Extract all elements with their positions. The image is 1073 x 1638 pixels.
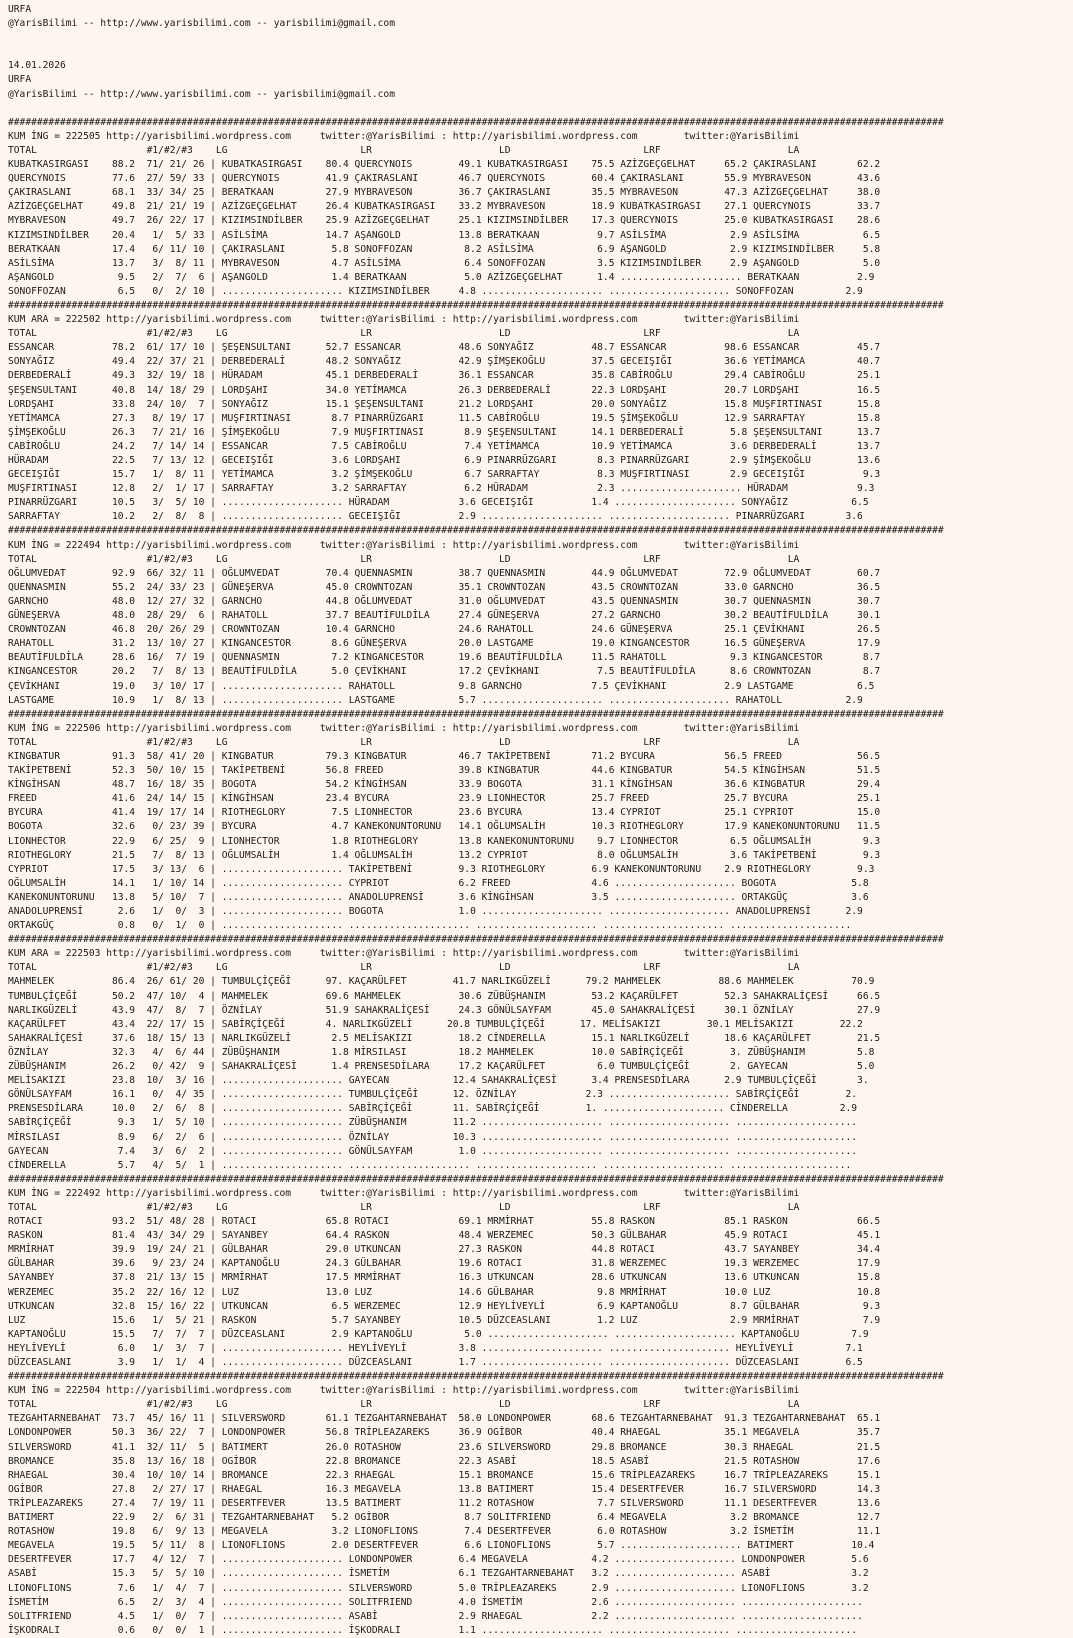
race-section — [8, 1384, 1073, 1638]
section-separator: ################################################################################################################################################################## — [8, 1371, 944, 1383]
race-title: KUM İNG = 222505 http://yarisbilimi.wordpress.com twitter:@YarisBilimi : http://yarisbilimi.wordpress.com twitter:@YarisBilimi — [8, 130, 800, 142]
race-section — [8, 313, 1073, 524]
horse-row: SAHAKRALİÇESİ 37.6 18/ 15/ 13 | NARLIKGÜZELİ 2.5 MELİSAKIZI 18.2 CİNDERELLA 15.1 NARLIKGÜZELİ 18.6 KAÇARÜLFET 21.5 — [8, 1032, 881, 1044]
horse-row: MİRSILASI 8.9 6/ 2/ 6 | ..................... ÖZNİLAY 10.3 ..................... ..................... ..................... — [8, 1131, 858, 1143]
race-section — [8, 722, 1073, 933]
horse-row: SONYAĞIZ 49.4 22/ 37/ 21 | DERBEDERALİ 48.2 SONYAĞIZ 42.9 ŞİMŞEKOĞLU 37.5 GECEIŞIĞI 36.6 YETİMAMCA 40.7 — [8, 356, 881, 368]
horse-row: GÜLBAHAR 39.6 9/ 23/ 24 | KAPTANOĞLU 24.3 GÜLBAHAR 19.6 ROTACI 31.8 WERZEMEC 19.3 WERZEMEC 17.9 — [8, 1258, 881, 1270]
horse-row: ÖZNİLAY 32.3 4/ 6/ 44 | ZÜBÜŞHANIM 1.8 MİRSILASI 18.2 MAHMELEK 10.0 SABİRÇİÇEĞİ 3. ZÜBÜŞHANIM 5.8 — [8, 1046, 875, 1058]
race-section — [8, 1187, 1073, 1370]
header-city: URFA — [8, 74, 32, 86]
horse-row: ŞEŞENSULTANI 40.8 14/ 18/ 29 | LORDŞAHI 34.0 YETİMAMCA 26.3 DERBEDERALİ 22.3 LORDŞAHI 20.7 LORDŞAHI 16.5 — [8, 384, 881, 396]
horse-row: TUMBULÇİÇEĞİ 50.2 47/ 10/ 4 | MAHMELEK 69.6 MAHMELEK 30.6 ZÜBÜŞHANIM 53.2 KAÇARÜLFET 52.3 SAHAKRALİÇESİ 66.5 — [8, 990, 881, 1002]
horse-row: AŞANGOLD 9.5 2/ 7/ 6 | AŞANGOLD 1.4 BERATKAAN 5.0 AZİZGEÇGELHAT 1.4 ..................... BERATKAAN 2.9 — [8, 271, 875, 283]
race-section — [8, 539, 1073, 708]
column-header: TOTAL #1/#2/#3 LG LR LD LRF LA — [8, 962, 800, 974]
race-section — [8, 947, 1073, 1173]
horse-row: MYBRAVESON 49.7 26/ 22/ 17 | KIZIMSINDİLBER 25.9 AZİZGEÇGELHAT 25.1 KIZIMSINDİLBER 17.3 QUERCYNOIS 25.0 KUBATKASIRGASI 28.6 — [8, 215, 881, 227]
horse-row: WERZEMEC 35.2 22/ 16/ 12 | LUZ 13.0 LUZ 14.6 GÜLBAHAR 9.8 MRMİRHAT 10.0 LUZ 10.8 — [8, 1286, 881, 1298]
column-header: TOTAL #1/#2/#3 LG LR LD LRF LA — [8, 553, 800, 565]
header-date: 14.01.2026 — [8, 60, 66, 72]
race-title: KUM İNG = 222492 http://yarisbilimi.wordpress.com twitter:@YarisBilimi : http://yarisbilimi.wordpress.com twitter:@YarisBilimi — [8, 1187, 800, 1199]
horse-row: YETİMAMCA 27.3 8/ 19/ 17 | MUŞFIRTINASI 8.7 PINARRÜZGARI 11.5 CABİROĞLU 19.5 ŞİMŞEKOĞLU 12.9 SARRAFTAY 15.8 — [8, 412, 881, 424]
horse-row: KINGBATUR 91.3 58/ 41/ 20 | KINGBATUR 79.3 KINGBATUR 46.7 TAKİPETBENİ 71.2 BYCURA 56.5 FREED 56.5 — [8, 750, 881, 762]
horse-row: LIONHECTOR 22.9 6/ 25/ 9 | LIONHECTOR 1.8 RIOTHEGLORY 13.8 KANEKONUNTORUNU 9.7 LIONHECTOR 6.5 OĞLUMSALİH 9.3 — [8, 835, 881, 847]
horse-row: RAHATOLL 31.2 13/ 10/ 27 | KINGANCESTOR 8.6 GÜNEŞERVA 20.0 LASTGAME 19.0 KINGANCESTOR 16.5 GÜNEŞERVA 17.9 — [8, 638, 881, 650]
horse-row: MRMİRHAT 39.9 19/ 24/ 21 | GÜLBAHAR 29.0 UTKUNCAN 27.3 RASKON 44.8 ROTACI 43.7 SAYANBEY 34.4 — [8, 1244, 881, 1256]
horse-row: İSMETİM 6.5 2/ 3/ 4 | ..................... SOLITFRIEND 4.0 İSMETİM 2.6 ..................... ..................... — [8, 1596, 863, 1608]
section-separator: ################################################################################################################################################################## — [8, 1173, 944, 1185]
horse-row: PINARRÜZGARI 10.5 3/ 5/ 10 | ..................... HÜRADAM 3.6 GECEIŞIĞI 1.4 ..................... SONYAĞIZ 6.5 — [8, 497, 869, 509]
horse-row: SABİRÇİÇEĞİ 9.3 1/ 5/ 10 | ..................... ZÜBÜŞHANIM 11.2 ..................... ..................... ..................... — [8, 1117, 858, 1129]
section-separator: ################################################################################################################################################################## — [8, 299, 944, 311]
header-top — [8, 3, 1073, 31]
section-separator: ################################################################################################################################################################## — [8, 116, 944, 128]
horse-row: LASTGAME 10.9 1/ 8/ 13 | ..................... LASTGAME 5.7 ..................... ..................... RAHATOLL 2.9 — [8, 694, 863, 706]
horse-row: ÇAKIRASLANI 68.1 33/ 34/ 25 | BERATKAAN 27.9 MYBRAVESON 36.7 ÇAKIRASLANI 35.5 MYBRAVESON 47.3 AZİZGEÇGELHAT 38.0 — [8, 187, 881, 199]
race-section — [8, 130, 1073, 299]
horse-row: TAKİPETBENİ 52.3 50/ 10/ 15 | TAKİPETBENİ 56.8 FREED 39.8 KINGBATUR 44.6 KINGBATUR 54.5 KİNGİHSAN 51.5 — [8, 765, 881, 777]
horse-row: GÖNÜLSAYFAM 16.1 0/ 4/ 35 | ..................... TUMBULÇİÇEĞİ 12. ÖZNİLAY 2.3 ..................... SABİRÇİÇEĞİ 2. — [8, 1089, 858, 1101]
horse-row: LONDONPOWER 50.3 36/ 22/ 7 | LONDONPOWER 56.8 TRİPLEAZAREKS 36.9 OGİBOR 40.4 RHAEGAL 35.1 MEGAVELA 35.7 — [8, 1427, 881, 1439]
horse-row: PRENSESDİLARA 10.0 2/ 6/ 8 | ..................... SABİRÇİÇEĞİ 11. SABİRÇİÇEĞİ 1. ..................... CİNDERELLA 2.9 — [8, 1103, 858, 1115]
horse-row: DÜZCEASLANI 3.9 1/ 1/ 4 | ..................... DÜZCEASLANI 1.7 ..................... ..................... DÜZCEASLANI 6.5 — [8, 1357, 863, 1368]
horse-row: OĞLUMSALİH 14.1 1/ 10/ 14 | ..................... CYPRIOT 6.2 FREED 4.6 ..................... BOGOTA 5.8 — [8, 877, 869, 889]
horse-row: AZİZGEÇGELHAT 49.8 21/ 21/ 19 | AZİZGEÇGELHAT 26.4 KUBATKASIRGASI 33.2 MYBRAVESON 18.9 KUBATKASIRGASI 27.1 QUERCYNOIS 33.7 — [8, 201, 881, 213]
horse-row: ŞİMŞEKOĞLU 26.3 7/ 21/ 16 | ŞİMŞEKOĞLU 7.9 MUŞFIRTINASI 8.9 ŞEŞENSULTANI 14.1 DERBEDERALİ 5.8 ŞEŞENSULTANI 13.7 — [8, 426, 881, 438]
horse-row: ASİLSİMA 13.7 3/ 8/ 11 | MYBRAVESON 4.7 ASİLSİMA 6.4 SONOFFOZAN 3.5 KIZIMSINDİLBER 2.9 AŞANGOLD 5.0 — [8, 257, 881, 269]
horse-row: DESERTFEVER 17.7 4/ 12/ 7 | ..................... LONDONPOWER 6.4 MEGAVELA 4.2 ..................... LONDONPOWER 5.6 — [8, 1554, 869, 1566]
race-sections — [8, 116, 1073, 1638]
horse-row: RHAEGAL 30.4 10/ 10/ 14 | BROMANCE 22.3 RHAEGAL 15.1 BROMANCE 15.6 TRİPLEAZAREKS 16.7 TRİPLEAZAREKS 15.1 — [8, 1469, 881, 1481]
horse-row: HEYLİVEYLİ 6.0 1/ 3/ 7 | ..................... HEYLİVEYLİ 3.8 ..................... ..................... HEYLİVEYLİ 7.1 — [8, 1342, 863, 1354]
horse-row: SONOFFOZAN 6.5 0/ 2/ 10 | ..................... KIZIMSINDİLBER 4.8 ..................... ..................... SONOFFOZAN 2.9 — [8, 285, 863, 297]
horse-row: KİNGİHSAN 48.7 16/ 18/ 35 | BOGOTA 54.2 KİNGİHSAN 33.9 BOGOTA 31.1 KİNGİHSAN 36.6 KINGBATUR 29.4 — [8, 779, 881, 791]
horse-row: ESSANCAR 78.2 61/ 17/ 10 | ŞEŞENSULTANI 52.7 ESSANCAR 48.6 SONYAĞIZ 48.7 ESSANCAR 98.6 ESSANCAR 45.7 — [8, 342, 881, 354]
horse-row: KINGANCESTOR 20.2 7/ 8/ 13 | BEAUTİFULDİLA 5.0 ÇEVİKHANI 17.2 ÇEVİKHANI 7.5 BEAUTİFULDİLA 8.6 CROWNTOZAN 8.7 — [8, 666, 881, 678]
horse-row: BOGOTA 32.6 0/ 23/ 39 | BYCURA 4.7 KANEKONUNTORUNU 14.1 OĞLUMSALİH 10.3 RIOTHEGLORY 17.9 KANEKONUNTORUNU 11.5 — [8, 821, 881, 833]
horse-row: QUERCYNOIS 77.6 27/ 59/ 33 | QUERCYNOIS 41.9 ÇAKIRASLANI 46.7 QUERCYNOIS 60.4 ÇAKIRASLANI 55.9 MYBRAVESON 43.6 — [8, 173, 881, 185]
horse-row: BATIMERT 22.9 2/ 6/ 31 | TEZGAHTARNEBAHAT 5.2 OGİBOR 8.7 SOLITFRIEND 6.4 MEGAVELA 3.2 BROMANCE 12.7 — [8, 1512, 881, 1524]
horse-row: QUENNASMIN 55.2 24/ 33/ 23 | GÜNEŞERVA 45.0 CROWNTOZAN 35.1 CROWNTOZAN 43.5 CROWNTOZAN 33.0 GARNCHO 36.5 — [8, 581, 881, 593]
horse-row: HÜRADAM 22.5 7/ 13/ 12 | GECEIŞIĞI 3.6 LORDŞAHI 6.9 PINARRÜZGARI 8.3 PINARRÜZGARI 2.9 ŞİMŞEKOĞLU 13.6 — [8, 455, 881, 466]
horse-row: BROMANCE 35.8 13/ 16/ 18 | OGİBOR 22.8 BROMANCE 22.3 ASABİ 18.5 ASABİ 21.5 ROTASHOW 17.6 — [8, 1455, 881, 1467]
horse-row: İŞKODRALI 0.6 0/ 0/ 1 | ..................... İŞKODRALI 1.1 ..................... ..................... ..................... — [8, 1624, 858, 1636]
horse-row: OGİBOR 27.8 2/ 27/ 17 | RHAEGAL 16.3 MEGAVELA 13.8 BATIMERT 15.4 DESERTFEVER 16.7 SILVERSWORD 14.3 — [8, 1483, 881, 1495]
horse-row: GÜNEŞERVA 48.0 28/ 29/ 6 | RAHATOLL 37.7 BEAUTİFULDİLA 27.4 GÜNEŞERVA 27.2 GARNCHO 30.2 BEAUTİFULDİLA 30.1 — [8, 610, 881, 622]
horse-row: GAYECAN 7.4 3/ 6/ 2 | ..................... GÖNÜLSAYFAM 1.0 ..................... ..................... ..................... — [8, 1145, 858, 1157]
horse-row: KUBATKASIRGASI 88.2 71/ 21/ 26 | KUBATKASIRGASI 80.4 QUERCYNOIS 49.1 KUBATKASIRGASI 75.5 AZİZGEÇGELHAT 65.2 ÇAKIRASLANI 62.2 — [8, 159, 881, 171]
section-separator: ################################################################################################################################################################## — [8, 525, 944, 537]
column-header: TOTAL #1/#2/#3 LG LR LD LRF LA — [8, 736, 800, 748]
horse-row: ASABİ 15.3 5/ 5/ 10 | ..................... İSMETİM 6.1 TEZGAHTARNEBAHAT 3.2 ..................... ASABİ 3.2 — [8, 1568, 869, 1580]
horse-row: ROTASHOW 19.8 6/ 9/ 13 | MEGAVELA 3.2 LIONOFLIONS 7.4 DESERTFEVER 6.0 ROTASHOW 3.2 İSMETİM 11.1 — [8, 1526, 881, 1538]
horse-row: BERATKAAN 17.4 6/ 11/ 10 | ÇAKIRASLANI 5.8 SONOFFOZAN 8.2 ASİLSİMA 6.9 AŞANGOLD 2.9 KIZIMSINDİLBER 5.8 — [8, 243, 881, 255]
horse-row: TEZGAHTARNEBAHAT 73.7 45/ 16/ 11 | SILVERSWORD 61.1 TEZGAHTARNEBAHAT 58.0 LONDONPOWER 68.6 TEZGAHTARNEBAHAT 91.3 TEZGAHTARNEBAHAT 65.1 — [8, 1413, 881, 1425]
race-title: KUM ARA = 222503 http://yarisbilimi.wordpress.com twitter:@YarisBilimi : http://yarisbilimi.wordpress.com twitter:@YarisBilimi — [8, 948, 800, 960]
horse-row: FREED 41.6 24/ 14/ 15 | KİNGİHSAN 23.4 BYCURA 23.9 LIONHECTOR 25.7 FREED 25.7 BYCURA 25.1 — [8, 793, 881, 805]
horse-row: CİNDERELLA 5.7 4/ 5/ 1 | ..................... ..................... ..................... ..................... ..................... — [8, 1159, 852, 1171]
horse-row: SARRAFTAY 10.2 2/ 8/ 8 | ..................... GECEIŞIĞI 2.9 ..................... ..................... PINARRÜZGARI 3.6 — [8, 511, 863, 523]
horse-row: CYPRIOT 17.5 3/ 13/ 6 | ..................... TAKİPETBENİ 9.3 RIOTHEGLORY 6.9 KANEKONUNTORUNU 2.9 RIOTHEGLORY 9.3 — [8, 863, 875, 875]
race-title: KUM ARA = 222502 http://yarisbilimi.wordpress.com twitter:@YarisBilimi : http://yarisbilimi.wordpress.com twitter:@YarisBilimi — [8, 314, 800, 326]
horse-row: KAPTANOĞLU 15.5 7/ 7/ 7 | DÜZCEASLANI 2.9 KAPTANOĞLU 5.0 ..................... ..................... KAPTANOĞLU 7.9 — [8, 1328, 869, 1340]
horse-row: GARNCHO 48.0 12/ 27/ 32 | GARNCHO 44.8 OĞLUMVEDAT 31.0 OĞLUMVEDAT 43.5 QUENNASMIN 30.7 QUENNASMIN 30.7 — [8, 595, 881, 607]
header-contact: @YarisBilimi -- http://www.yarisbilimi.com -- yarisbilimi@gmail.com — [8, 18, 395, 30]
race-title: KUM İNG = 222504 http://yarisbilimi.wordpress.com twitter:@YarisBilimi : http://yarisbilimi.wordpress.com twitter:@YarisBilimi — [8, 1385, 800, 1397]
spacer — [8, 45, 1073, 59]
horse-row: SAYANBEY 37.8 21/ 13/ 15 | MRMİRHAT 17.5 MRMİRHAT 16.3 UTKUNCAN 28.6 UTKUNCAN 13.6 UTKUNCAN 15.8 — [8, 1272, 881, 1284]
horse-row: ANADOLUPRENSİ 2.6 1/ 0/ 3 | ..................... BOGOTA 1.0 ..................... ..................... ANADOLUPRENSİ 2.9 — [8, 906, 863, 917]
horse-row: ÇEVİKHANI 19.0 3/ 10/ 17 | ..................... RAHATOLL 9.8 GARNCHO 7.5 ÇEVİKHANI 2.9 LASTGAME 6.5 — [8, 680, 875, 692]
horse-row: LORDŞAHI 33.8 24/ 10/ 7 | SONYAĞIZ 15.1 ŞEŞENSULTANI 21.2 LORDŞAHI 20.0 SONYAĞIZ 15.8 MUŞFIRTINASI 15.8 — [8, 398, 881, 410]
header-second — [8, 59, 1073, 101]
horse-row: ZÜBÜŞHANIM 26.2 0/ 42/ 9 | SAHAKRALİÇESİ 1.4 PRENSESDİLARA 17.2 KAÇARÜLFET 6.0 TUMBULÇİÇEĞİ 2. GAYECAN 5.0 — [8, 1061, 875, 1073]
horse-row: SOLITFRIEND 4.5 1/ 0/ 7 | ..................... ASABİ 2.9 RHAEGAL 2.2 ..................... ..................... — [8, 1610, 863, 1622]
horse-row: MELİSAKIZI 23.8 10/ 3/ 16 | ..................... GAYECAN 12.4 SAHAKRALİÇESİ 3.4 PRENSESDİLARA 2.9 TUMBULÇİÇEĞİ 3. — [8, 1075, 869, 1087]
spacer — [8, 102, 1073, 116]
horse-row: ORTAKGÜÇ 0.8 0/ 1/ 0 | ..................... ..................... ..................... ..................... ..................... — [8, 920, 852, 932]
column-header: TOTAL #1/#2/#3 LG LR LD LRF LA — [8, 1201, 800, 1213]
header-city: URFA — [8, 4, 32, 15]
horse-row: MAHMELEK 86.4 26/ 61/ 20 | TUMBULÇİÇEĞİ 97. KAÇARÜLFET 41.7 NARLIKGÜZELİ 79.2 MAHMELEK 88.6 MAHMELEK 70.9 — [8, 976, 875, 988]
header-contact: @YarisBilimi -- http://www.yarisbilimi.com -- yarisbilimi@gmail.com — [8, 88, 395, 100]
horse-row: ROTACI 93.2 51/ 48/ 28 | ROTACI 65.8 ROTACI 69.1 MRMİRHAT 55.8 RASKON 85.1 RASKON 66.5 — [8, 1216, 881, 1228]
horse-row: OĞLUMVEDAT 92.9 66/ 32/ 11 | OĞLUMVEDAT 70.4 QUENNASMIN 38.7 QUENNASMIN 44.9 OĞLUMVEDAT 72.9 OĞLUMVEDAT 60.7 — [8, 567, 881, 579]
column-header: TOTAL #1/#2/#3 LG LR LD LRF LA — [8, 1399, 800, 1411]
horse-row: RASKON 81.4 43/ 34/ 29 | SAYANBEY 64.4 RASKON 48.4 WERZEMEC 50.3 GÜLBAHAR 45.9 ROTACI 45.1 — [8, 1230, 881, 1242]
horse-row: LUZ 15.6 1/ 5/ 21 | RASKON 5.7 SAYANBEY 10.5 DÜZCEASLANI 1.2 LUZ 2.9 MRMİRHAT 7.9 — [8, 1314, 881, 1326]
horse-row: KAÇARÜLFET 43.4 22/ 17/ 15 | SABİRÇİÇEĞİ 4. NARLIKGÜZELİ 20.8 TUMBULÇİÇEĞİ 17. MELİSAKIZI 30.1 MELİSAKIZI 22.2 — [8, 1018, 863, 1030]
race-title: KUM İNG = 222494 http://yarisbilimi.wordpress.com twitter:@YarisBilimi : http://yarisbilimi.wordpress.com twitter:@YarisBilimi — [8, 539, 800, 551]
spacer — [8, 31, 1073, 45]
horse-row: RIOTHEGLORY 21.5 7/ 8/ 13 | OĞLUMSALİH 1.4 OĞLUMSALİH 13.2 CYPRIOT 8.0 OĞLUMSALİH 3.6 TAKİPETBENİ 9.3 — [8, 849, 881, 861]
horse-row: NARLIKGÜZELİ 43.9 47/ 8/ 7 | ÖZNİLAY 51.9 SAHAKRALİÇESİ 24.3 GÖNÜLSAYFAM 45.0 SAHAKRALİÇESİ 30.1 ÖZNİLAY 27.9 — [8, 1004, 881, 1016]
horse-row: KANEKONUNTORUNU 13.8 5/ 10/ 7 | ..................... ANADOLUPRENSİ 3.6 KİNGİHSAN 3.5 ..................... ORTAKGÜÇ 3.6 — [8, 891, 869, 903]
horse-row: KIZIMSINDİLBER 20.4 1/ 5/ 33 | ASİLSİMA 14.7 AŞANGOLD 13.8 BERATKAAN 9.7 ASİLSİMA 2.9 ASİLSİMA 6.5 — [8, 229, 881, 241]
horse-row: MUŞFIRTINASI 12.8 2/ 1/ 17 | SARRAFTAY 3.2 SARRAFTAY 6.2 HÜRADAM 2.3 ..................... HÜRADAM 9.3 — [8, 483, 875, 495]
horse-row: MEGAVELA 19.5 5/ 11/ 8 | LIONOFLIONS 2.0 DESERTFEVER 6.6 LIONOFLIONS 5.7 ..................... BATIMERT 10.4 — [8, 1540, 875, 1552]
horse-row: UTKUNCAN 32.8 15/ 16/ 22 | UTKUNCAN 6.5 WERZEMEC 12.9 HEYLİVEYLİ 6.9 KAPTANOĞLU 8.7 GÜLBAHAR 9.3 — [8, 1300, 881, 1312]
horse-row: BEAUTİFULDİLA 28.6 16/ 7/ 19 | QUENNASMIN 7.2 KINGANCESTOR 19.6 BEAUTİFULDİLA 11.5 RAHATOLL 9.3 KINGANCESTOR 8.7 — [8, 652, 881, 664]
horse-row: DERBEDERALİ 49.3 32/ 19/ 18 | HÜRADAM 45.1 DERBEDERALİ 36.1 ESSANCAR 35.8 CABİROĞLU 29.4 CABİROĞLU 25.1 — [8, 370, 881, 382]
horse-row: BYCURA 41.4 19/ 17/ 14 | RIOTHEGLORY 7.5 LIONHECTOR 23.6 BYCURA 13.4 CYPRIOT 25.1 CYPRIOT 15.0 — [8, 807, 881, 819]
horse-row: SILVERSWORD 41.1 32/ 11/ 5 | BATIMERT 26.0 ROTASHOW 23.6 SILVERSWORD 29.8 BROMANCE 30.3 RHAEGAL 21.5 — [8, 1441, 881, 1453]
column-header: TOTAL #1/#2/#3 LG LR LD LRF LA — [8, 328, 800, 340]
horse-row: TRİPLEAZAREKS 27.4 7/ 19/ 11 | DESERTFEVER 13.5 BATIMERT 11.2 ROTASHOW 7.7 SILVERSWORD 11.1 DESERTFEVER 13.6 — [8, 1497, 881, 1509]
horse-row: CABİROĞLU 24.2 7/ 14/ 14 | ESSANCAR 7.5 CABİROĞLU 7.4 YETİMAMCA 10.9 YETİMAMCA 3.6 DERBEDERALİ 13.7 — [8, 440, 881, 452]
horse-row: CROWNTOZAN 46.8 20/ 26/ 29 | CROWNTOZAN 10.4 GARNCHO 24.6 RAHATOLL 24.6 GÜNEŞERVA 25.1 ÇEVİKHANI 26.5 — [8, 624, 881, 636]
horse-row: LIONOFLIONS 7.6 1/ 4/ 7 | ..................... SILVERSWORD 5.0 TRİPLEAZAREKS 2.9 ..................... LIONOFLIONS 3.2 — [8, 1582, 869, 1594]
section-separator: ################################################################################################################################################################## — [8, 934, 944, 946]
horse-row: GECEIŞIĞI 15.7 1/ 8/ 11 | YETİMAMCA 3.2 ŞİMŞEKOĞLU 6.7 SARRAFTAY 8.3 MUŞFIRTINASI 2.9 GECEIŞIĞI 9.3 — [8, 469, 881, 481]
race-title: KUM İNG = 222506 http://yarisbilimi.wordpress.com twitter:@YarisBilimi : http://yarisbilimi.wordpress.com twitter:@YarisBilimi — [8, 722, 800, 734]
section-separator: ################################################################################################################################################################## — [8, 708, 944, 720]
column-header: TOTAL #1/#2/#3 LG LR LD LRF LA — [8, 144, 800, 156]
